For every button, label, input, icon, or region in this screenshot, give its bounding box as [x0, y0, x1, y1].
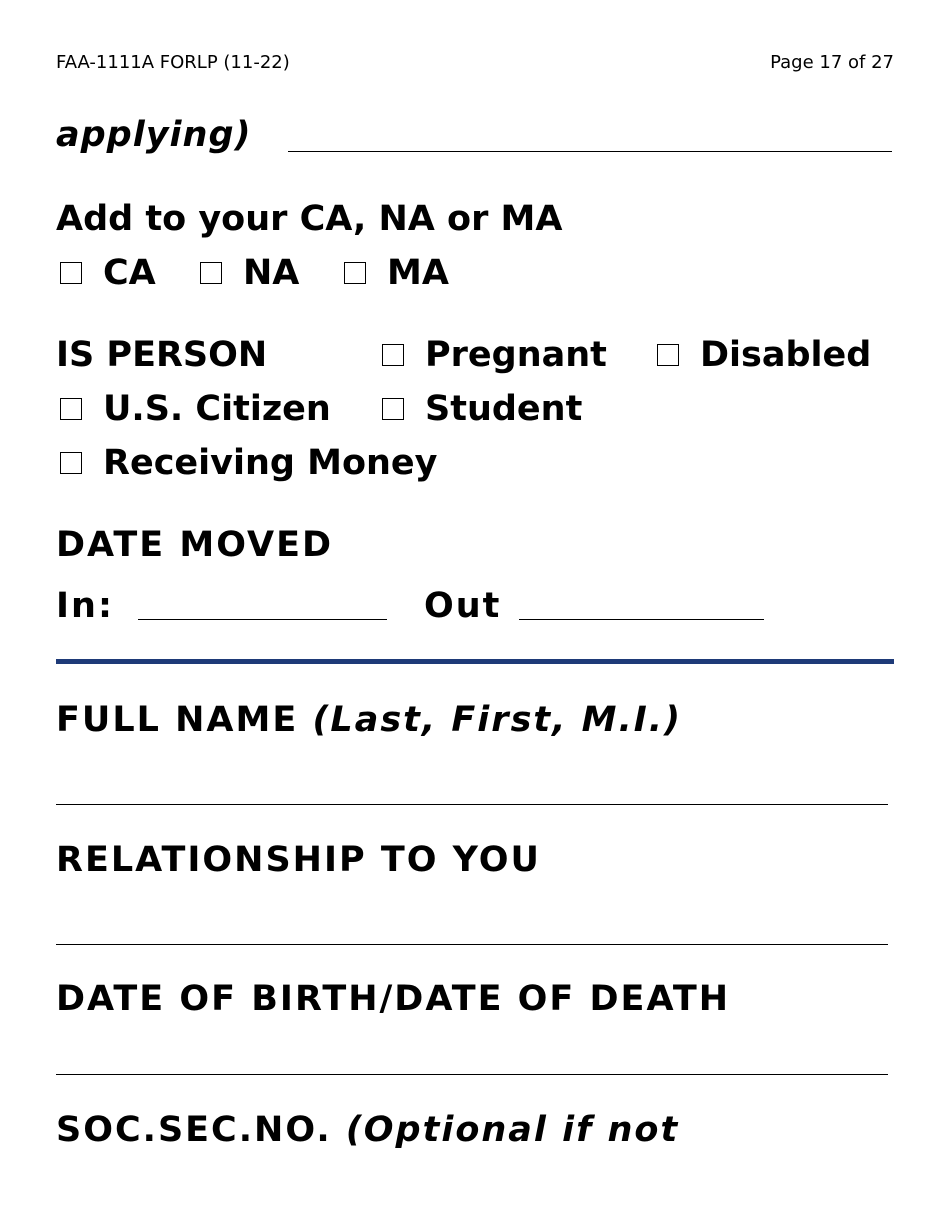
date-out-input-line[interactable] [519, 619, 764, 620]
ca-checkbox[interactable] [60, 262, 82, 284]
disabled-label: Disabled [700, 335, 872, 375]
disabled-checkbox[interactable] [657, 344, 679, 366]
page-number: Page 17 of 27 [770, 52, 894, 73]
receiving-money-checkbox[interactable] [60, 452, 82, 474]
receiving-money-label: Receiving Money [103, 443, 438, 483]
ca-label: CA [103, 253, 156, 293]
date-out-label: Out [424, 586, 502, 626]
add-to-title: Add to your CA, NA or MA [56, 199, 563, 239]
us-citizen-checkbox[interactable] [60, 398, 82, 420]
full-name-text: FULL NAME [56, 700, 299, 740]
applying-input-line[interactable] [288, 151, 892, 152]
is-person-title: IS PERSON [56, 335, 268, 375]
date-in-label: In: [56, 586, 114, 626]
ssn-label [56, 1110, 680, 1150]
relationship-input-line[interactable] [56, 944, 888, 945]
pregnant-checkbox[interactable] [382, 344, 404, 366]
dob-input-line[interactable] [56, 1074, 888, 1075]
student-label: Student [425, 389, 583, 429]
ma-label: MA [387, 253, 449, 293]
dob-label: DATE OF BIRTH/DATE OF DEATH [56, 979, 731, 1019]
date-moved-title: DATE MOVED [56, 525, 334, 565]
relationship-label: RELATIONSHIP TO YOU [56, 840, 541, 880]
ssn-text: SOC.SEC.NO. [56, 1110, 332, 1150]
na-label: NA [243, 253, 300, 293]
ma-checkbox[interactable] [344, 262, 366, 284]
full-name-input-line[interactable] [56, 804, 888, 805]
pregnant-label: Pregnant [425, 335, 607, 375]
student-checkbox[interactable] [382, 398, 404, 420]
us-citizen-label: U.S. Citizen [103, 389, 331, 429]
applying-label: applying) [56, 115, 252, 155]
section-divider [56, 659, 894, 664]
na-checkbox[interactable] [200, 262, 222, 284]
full-name-label [56, 700, 683, 740]
full-name-hint: (Last, First, M.I.) [312, 700, 683, 740]
form-id: FAA-1111A FORLP (11-22) [56, 52, 290, 73]
date-in-input-line[interactable] [138, 619, 387, 620]
ssn-hint: (Optional if not [345, 1110, 680, 1150]
